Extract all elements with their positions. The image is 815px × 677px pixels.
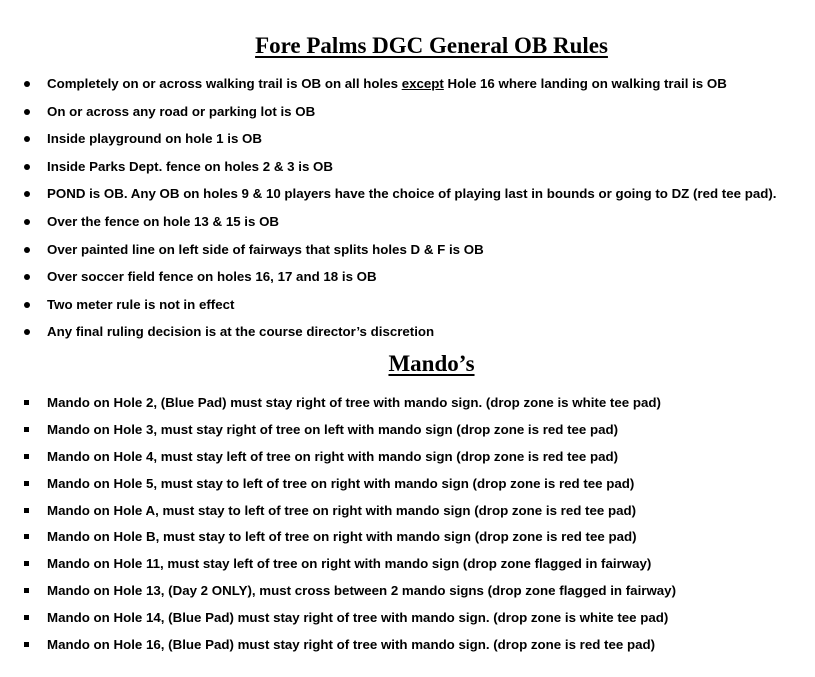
list-item [0,297,776,325]
list-item [0,104,776,132]
mando-text: Mando on Hole A, must stay to left of tree on right with mando sign (drop zone is red tee pad) [47,502,637,518]
mando-text: Mando on Hole 4, must stay left of tree on right with mando sign (drop zone is red tee pad) [47,448,619,464]
mando-text: Mando on Hole 11, must stay left of tree on right with mando sign (drop zone flagged in fairway) [47,556,652,572]
rule-text: Over soccer field fence on holes 16, 17 and 18 is OB [47,269,377,285]
list-item [0,395,676,422]
mando-text: Mando on Hole 16, (Blue Pad) must stay right of tree with mando sign. (drop zone is red tee pad) [47,637,656,653]
rule-text-tail: Hole 16 where landing on walking trail is OB [443,76,727,91]
list-item [0,76,776,104]
square-bullet-icon [24,588,29,593]
mando-section-title: Mando’s [388,351,475,376]
bullet-icon [24,164,30,170]
square-bullet-icon [24,534,29,539]
list-item [0,476,676,503]
mando-text: Mando on Hole B, must stay to left of tree on right with mando sign (drop zone is red tee pad) [47,529,637,545]
list-item [0,324,776,352]
list-item [0,637,676,664]
bullet-icon [24,109,30,115]
rule-text: On or across any road or parking lot is OB [47,103,316,119]
list-item [0,610,676,637]
mando-text: Mando on Hole 13, (Day 2 ONLY), must cross between 2 mando signs (drop zone flagged in fairway) [47,583,677,599]
bullet-icon [24,302,30,308]
square-bullet-icon [24,561,29,566]
rule-text: Inside Parks Dept. fence on holes 2 & 3 is OB [47,158,333,174]
rule-text: Over the fence on hole 13 & 15 is OB [47,213,280,229]
list-item [0,449,676,476]
list-item [0,242,776,270]
page-title: Fore Palms DGC General OB Rules [255,33,608,58]
rule-text: Any final ruling decision is at the course director’s discretion [47,324,435,340]
list-item [0,159,776,187]
square-bullet-icon [24,642,29,647]
rule-text: Inside playground on hole 1 is OB [47,131,262,147]
rule-text: Completely on or across walking trail is OB on all holes [47,76,402,91]
list-item [0,422,676,449]
square-bullet-icon [24,481,29,486]
list-item [0,269,776,297]
bullet-icon [24,329,30,335]
square-bullet-icon [24,400,29,405]
mando-text: Mando on Hole 2, (Blue Pad) must stay right of tree with mando sign. (drop zone is white tee pad) [47,395,661,410]
bullet-icon [24,81,30,87]
general-rules-list [0,76,776,352]
mando-text: Mando on Hole 5, must stay to left of tree on right with mando sign (drop zone is red tee pad) [47,475,635,491]
bullet-icon [24,247,30,253]
list-item [0,583,676,610]
mando-text: Mando on Hole 14, (Blue Pad) must stay right of tree with mando sign. (drop zone is white tee pad) [47,610,669,626]
bullet-icon [24,136,30,142]
bullet-icon [24,191,30,197]
bullet-icon [24,274,30,280]
rule-emphasis: except [401,76,444,91]
list-item [0,214,776,242]
list-item [0,556,676,583]
list-item [0,529,676,556]
list-item [0,186,776,214]
mando-list [0,395,676,664]
square-bullet-icon [24,615,29,620]
bullet-icon [24,219,30,225]
square-bullet-icon [24,454,29,459]
list-item [0,503,676,530]
square-bullet-icon [24,427,29,432]
list-item [0,131,776,159]
square-bullet-icon [24,508,29,513]
rule-text: Two meter rule is not in effect [47,296,235,312]
mando-text: Mando on Hole 3, must stay right of tree on left with mando sign (drop zone is red tee pad) [47,421,619,437]
rule-text: Over painted line on left side of fairways that splits holes D & F is OB [47,241,484,257]
rule-text: POND is OB. Any OB on holes 9 & 10 players have the choice of playing last in bounds or going to DZ (red tee pad). [47,186,777,202]
